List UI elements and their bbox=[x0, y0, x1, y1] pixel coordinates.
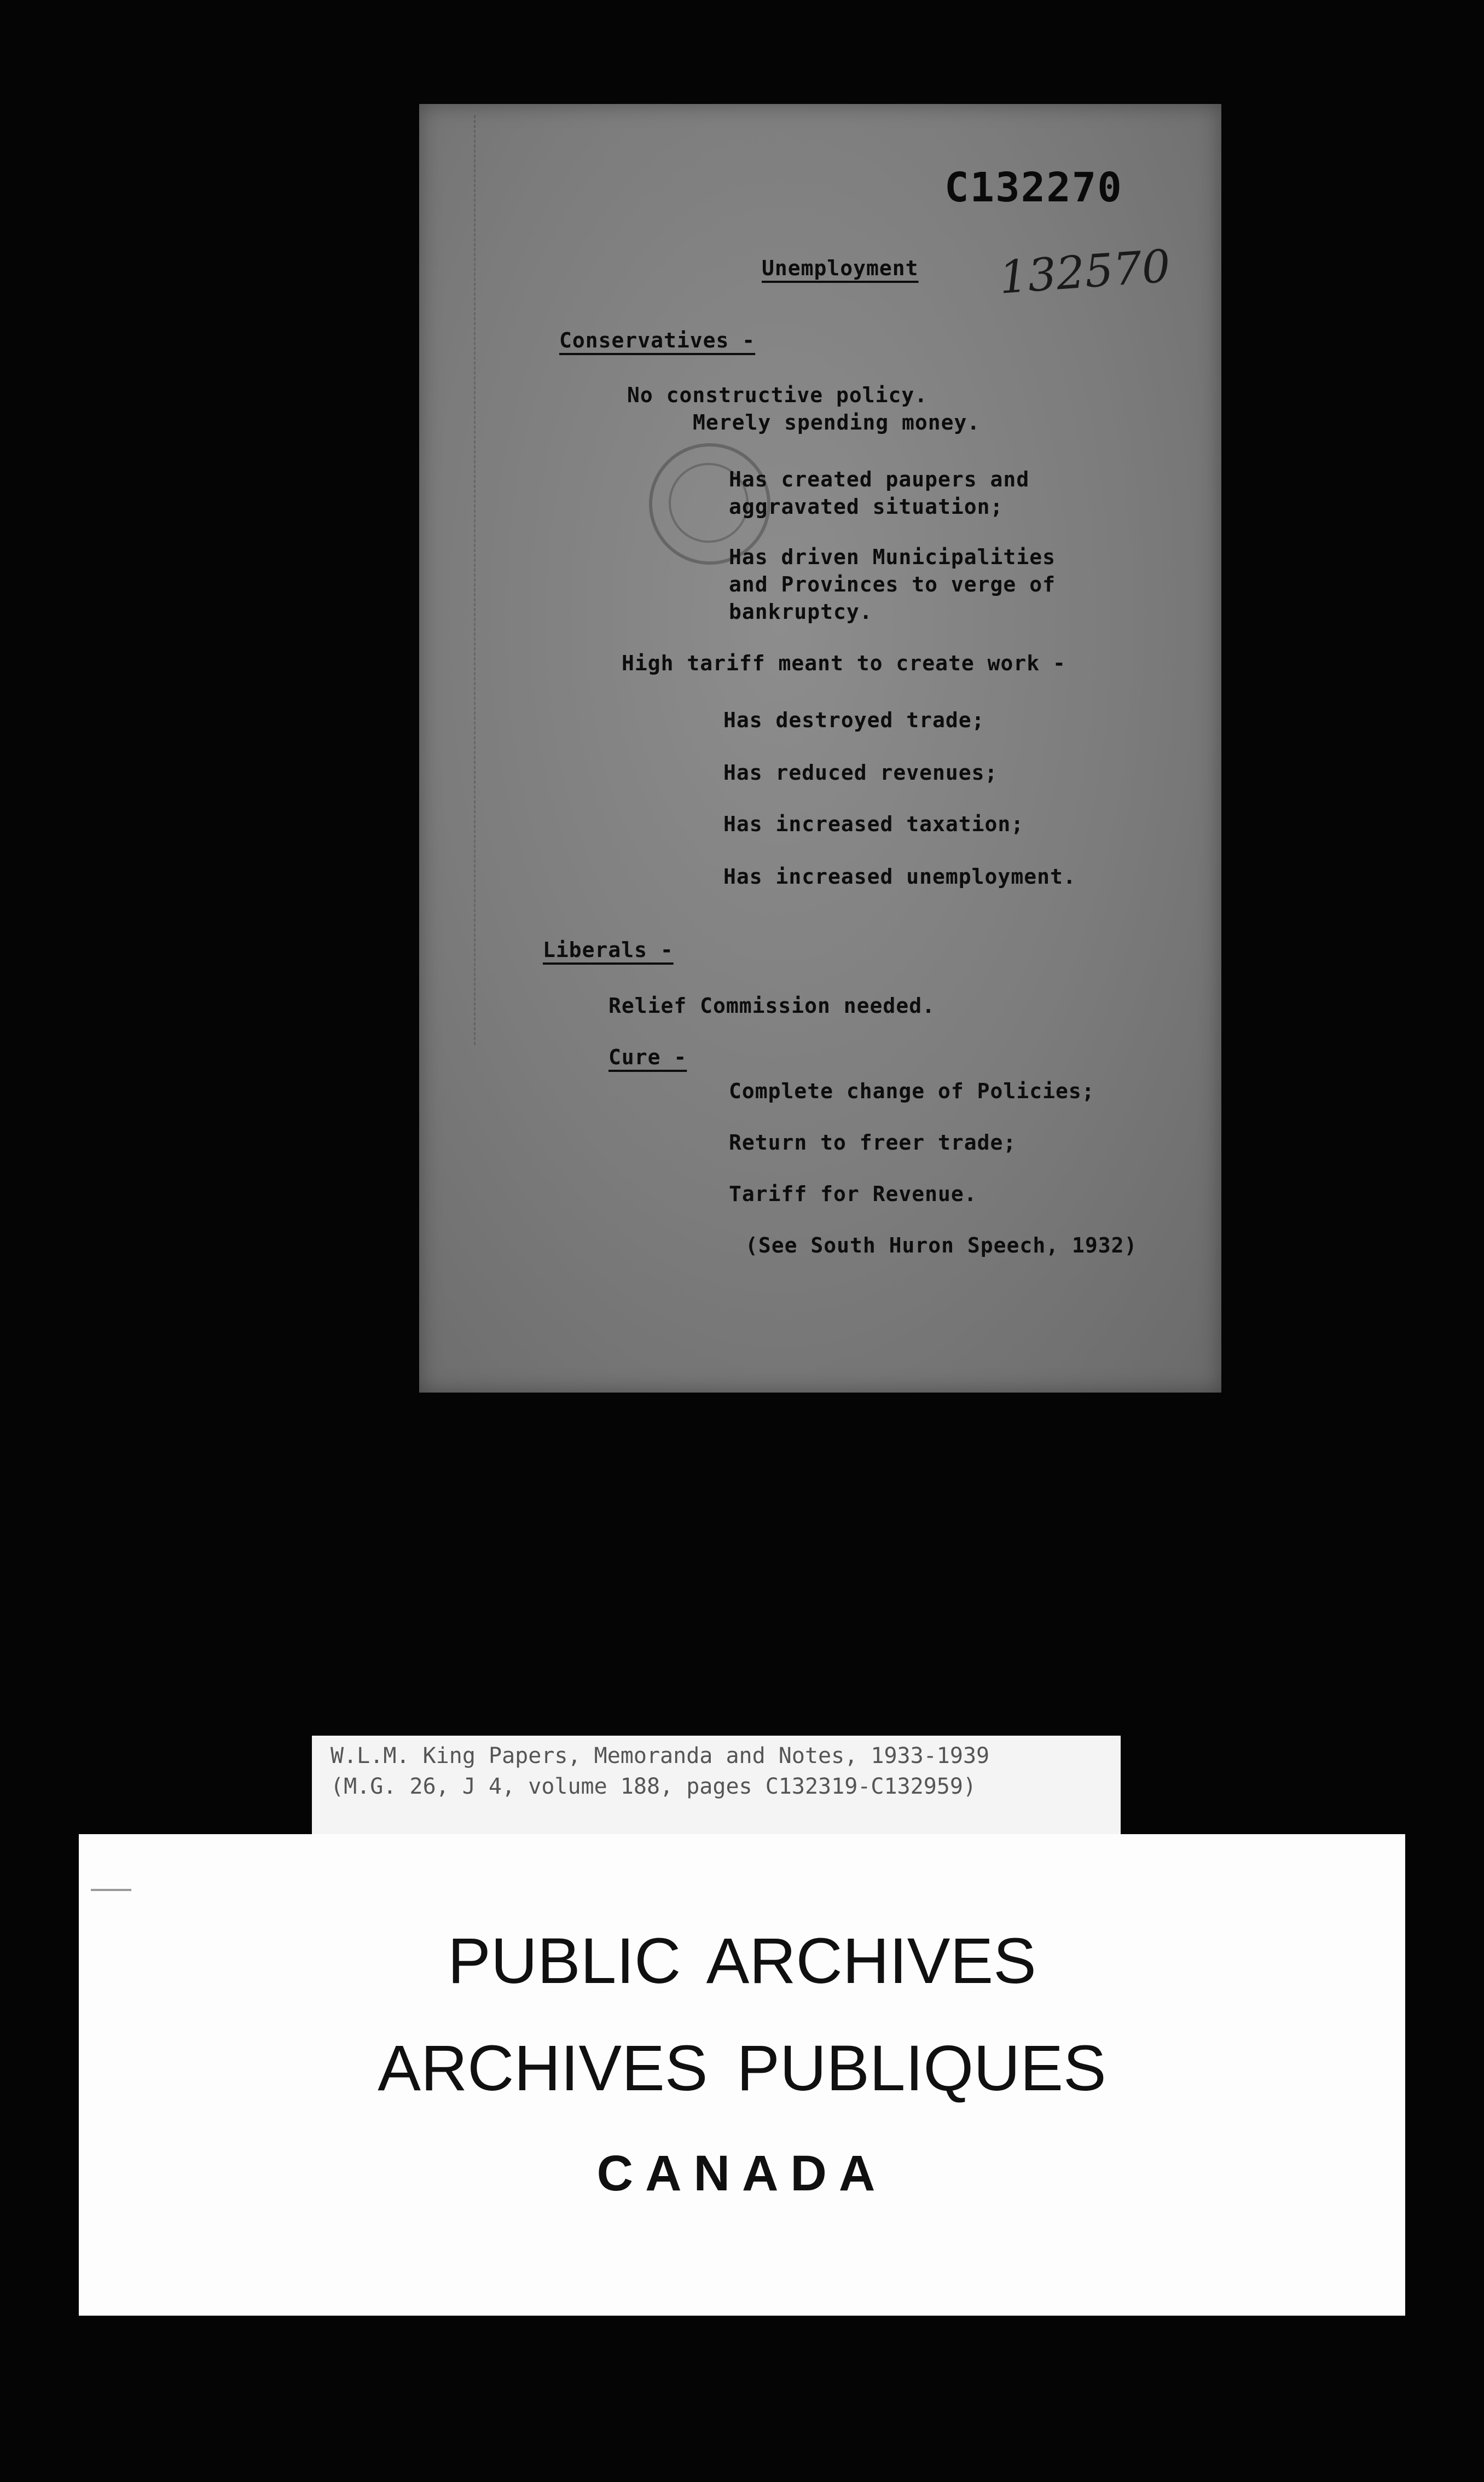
archive-stamp-number: C132270 bbox=[944, 164, 1123, 211]
cure-2: Return to freer trade; bbox=[729, 1130, 1017, 1155]
card-line-country: CANADA bbox=[596, 2145, 888, 2201]
cure-label bbox=[608, 1045, 687, 1069]
memo-sheet bbox=[419, 104, 1221, 1393]
conservatives-point-2c: bankruptcy. bbox=[729, 600, 873, 624]
effect-4: Has increased unemployment. bbox=[723, 865, 1076, 889]
cure-3: Tariff for Revenue. bbox=[729, 1182, 977, 1206]
conservatives-line-1: No constructive policy. bbox=[627, 383, 928, 407]
card-edge-mark bbox=[91, 1889, 131, 1891]
effect-3: Has increased taxation; bbox=[723, 812, 1024, 836]
card-line-english: PUBLIC ARCHIVES bbox=[448, 1925, 1036, 1997]
conservatives-line-2: Merely spending money. bbox=[693, 410, 981, 434]
handwritten-page-number: 132570 bbox=[998, 240, 1172, 304]
conservatives-point-2a: Has driven Municipalities bbox=[729, 545, 1056, 569]
memo-heading: Unemployment bbox=[762, 256, 919, 280]
conservatives-label bbox=[559, 328, 755, 352]
conservatives-label-text: Conservatives - bbox=[559, 328, 756, 352]
effect-2: Has reduced revenues; bbox=[723, 761, 998, 785]
liberals-relief: Relief Commission needed. bbox=[608, 994, 935, 1018]
liberals-label bbox=[543, 938, 674, 962]
tariff-line: High tariff meant to create work - bbox=[622, 651, 1066, 675]
conservatives-point-1b: aggravated situation; bbox=[729, 495, 1004, 519]
speech-reference: (See South Huron Speech, 1932) bbox=[745, 1233, 1138, 1257]
citation-label bbox=[312, 1736, 1121, 1837]
conservatives-point-1a: Has created paupers and bbox=[729, 467, 1030, 491]
citation-line-1: W.L.M. King Papers, Memoranda and Notes, 1933-1939 bbox=[331, 1743, 990, 1768]
conservatives-point-2b: and Provinces to verge of bbox=[729, 572, 1056, 596]
cure-1: Complete change of Policies; bbox=[729, 1079, 1095, 1103]
archive-card bbox=[79, 1834, 1405, 2316]
vertical-stamp-mark bbox=[474, 115, 552, 1045]
cure-label-text: Cure - bbox=[608, 1045, 687, 1069]
card-line-french: ARCHIVES PUBLIQUES bbox=[378, 2032, 1106, 2104]
effect-1: Has destroyed trade; bbox=[723, 708, 985, 732]
citation-line-2: (M.G. 26, J 4, volume 188, pages C132319-C132959) bbox=[331, 1774, 977, 1799]
liberals-label-text: Liberals - bbox=[543, 938, 674, 962]
